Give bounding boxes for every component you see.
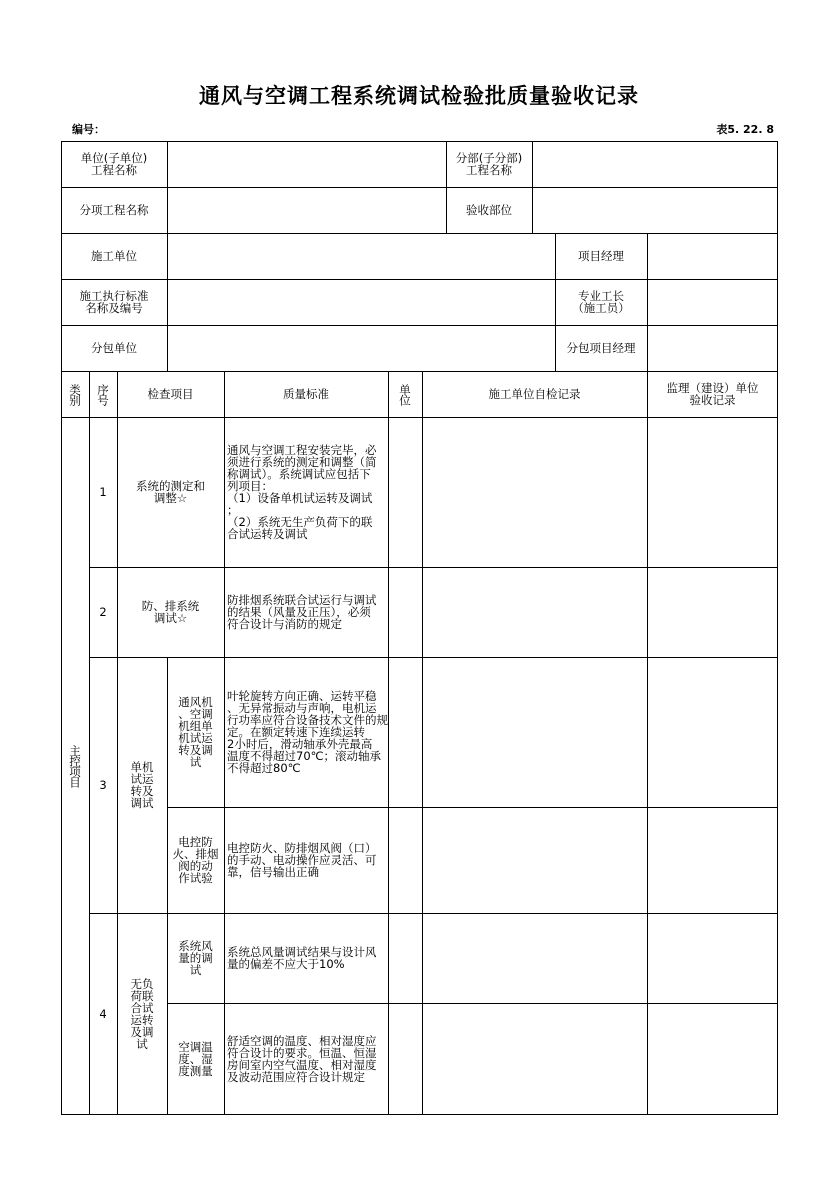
row-3-check-item: 单机 试运 转及 调试 <box>130 760 154 810</box>
row-4-check-item: 无负 荷联 合试 运转 及调 试 <box>130 977 154 1051</box>
number-label: 编号： <box>72 123 105 136</box>
row-2-quality-standard: 防排烟系统联合试运行与调试 的结果（风量及正压），必须 符合设计与消防的规定 <box>227 593 377 631</box>
row-3b-self-check[interactable] <box>422 807 647 913</box>
foreman-value[interactable] <box>647 279 778 325</box>
row-2-supervision[interactable] <box>647 567 778 657</box>
row-2-check-item: 防、排系统 调试☆ <box>141 599 200 625</box>
division-project-name-value[interactable] <box>532 141 778 187</box>
subcontract-manager-label: 分包项目经理 <box>566 341 636 355</box>
row-4-seq: 4 <box>99 1007 107 1021</box>
row-4a-unit[interactable] <box>388 913 422 1003</box>
unit-project-name-label: 单位(子单位) 工程名称 <box>80 151 148 177</box>
subcontract-unit-label: 分包单位 <box>91 341 137 355</box>
row-4b-self-check[interactable] <box>422 1003 647 1115</box>
row-3-seq: 3 <box>99 778 107 792</box>
table-code: 表5. 22. 8 <box>716 123 774 136</box>
row-2-seq: 2 <box>99 605 107 619</box>
sub-item-project-name-label: 分项工程名称 <box>79 203 149 217</box>
row-4a-self-check[interactable] <box>422 913 647 1003</box>
category-main-control: 主控项目 <box>68 745 82 787</box>
row-2-self-check[interactable] <box>422 567 647 657</box>
construction-unit-value[interactable] <box>167 233 555 279</box>
row-4b-supervision[interactable] <box>647 1003 778 1115</box>
page-title: 通风与空调工程系统调试检验批质量验收记录 <box>199 84 639 108</box>
construction-standard-label: 施工执行标准 名称及编号 <box>79 289 149 315</box>
row-4a-quality-standard: 系统总风量调试结果与设计风 量的偏差不应大于10% <box>227 945 377 971</box>
construction-standard-value[interactable] <box>167 279 555 325</box>
row-1-unit[interactable] <box>388 417 422 567</box>
row-1-quality-standard: 通风与空调工程安装完毕，必 须进行系统的测定和调整（简 称调试）。系统调试应包括下 列项目： （1）设备单机试运转及调试 ； （2）系统无生产负荷下的联 合试运转及调试 <box>227 443 377 541</box>
row-1-check-item: 系统的测定和 调整☆ <box>136 479 205 505</box>
column-unit-header: 单位 <box>398 383 412 405</box>
row-3a-unit[interactable] <box>388 657 422 807</box>
project-manager-label: 项目经理 <box>578 249 624 263</box>
foreman-label: 专业工长 （施工员） <box>572 289 630 315</box>
division-project-name-label: 分部(子分部) 工程名称 <box>455 151 523 177</box>
acceptance-part-label: 验收部位 <box>466 203 512 217</box>
row-4a-supervision[interactable] <box>647 913 778 1003</box>
row-2-unit[interactable] <box>388 567 422 657</box>
column-quality-standard-header: 质量标准 <box>283 387 329 401</box>
sub-item-project-name-value[interactable] <box>167 187 446 233</box>
acceptance-part-value[interactable] <box>532 187 778 233</box>
column-supervision-header: 监理（建设）单位 验收记录 <box>666 381 759 407</box>
column-seq-header: 序号 <box>96 383 110 405</box>
row-1-supervision[interactable] <box>647 417 778 567</box>
row-1-self-check[interactable] <box>422 417 647 567</box>
row-3b-supervision[interactable] <box>647 807 778 913</box>
row-3b-unit[interactable] <box>388 807 422 913</box>
row-3a-sub-item: 通风机 、空调 机组单 机试运 转及调 试 <box>178 695 213 769</box>
row-4b-unit[interactable] <box>388 1003 422 1115</box>
row-3a-supervision[interactable] <box>647 657 778 807</box>
subcontract-unit-value[interactable] <box>167 325 555 371</box>
subcontract-manager-value[interactable] <box>647 325 778 371</box>
unit-project-name-value[interactable] <box>167 141 446 187</box>
row-3b-quality-standard: 电控防火、防排烟风阀（口） 的手动、电动操作应灵活、可 靠，信号输出正确 <box>227 841 377 879</box>
construction-unit-label: 施工单位 <box>91 249 137 263</box>
row-3a-self-check[interactable] <box>422 657 647 807</box>
row-3b-sub-item: 电控防 火、排烟 阀的动 作试验 <box>172 835 219 885</box>
column-category-header: 类别 <box>68 383 82 405</box>
row-4b-quality-standard: 舒适空调的温度、相对湿度应 符合设计的要求。恒温、恒湿 房间室内空气温度、相对湿度 及波动范围应符合设计规定 <box>227 1034 377 1084</box>
column-self-check-header: 施工单位自检记录 <box>488 387 581 401</box>
row-1-seq: 1 <box>99 485 107 499</box>
column-check-item-header: 检查项目 <box>147 387 194 401</box>
project-manager-value[interactable] <box>647 233 778 279</box>
row-4a-sub-item: 系统风 量的调 试 <box>178 939 213 977</box>
row-3a-quality-standard: 叶轮旋转方向正确、运转平稳 、无异常振动与声响，电机运 行功率应符合设备技术文件的规 定。在额定转速下连续运转 2小时后，滑动轴承外壳最高 温度不得超过70℃；滚动轴承 不得超过80℃ <box>227 689 388 775</box>
row-4b-sub-item: 空调温 度、湿 度测量 <box>178 1040 213 1078</box>
